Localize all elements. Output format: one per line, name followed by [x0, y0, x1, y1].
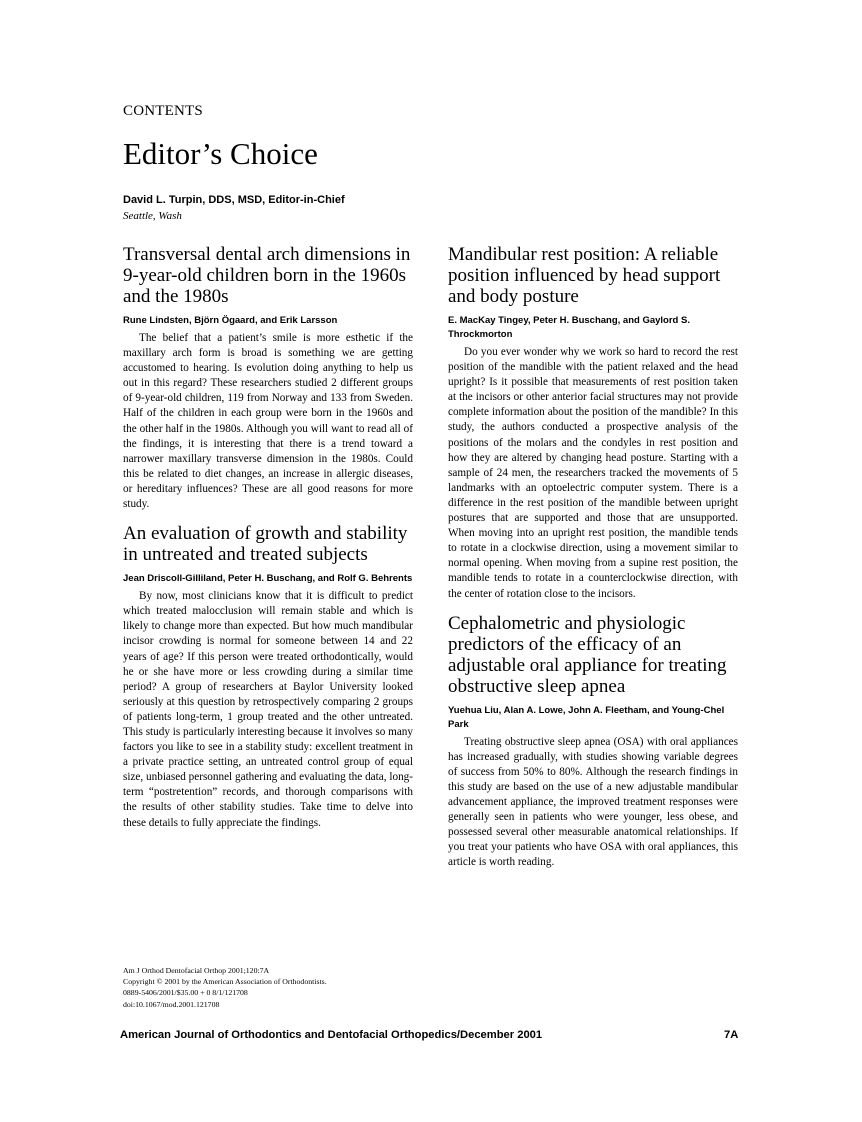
article: [123, 244, 413, 512]
footer-journal: American Journal of Orthodontics and Dentofacial Orthopedics/December 2001: [120, 1029, 543, 1041]
article-title: Mandibular rest position: A reliable position influenced by head support and body posture: [448, 244, 721, 307]
article-body: The belief that a patient’s smile is more esthetic if the maxillary arch form is broad is something we are getting accustomed to hearing. Is evolution doing anything to help us out in this regard? These researchers studied 2 different groups of 9-year-old children, 119 from Norway and 133 from Sweden. Half of the children in each group were born in the 1960s and the other half in the 1980s. Although you will want to read all of the findings, it is interesting that there is a trend toward a narrower maxillary transverse dimension in the 1980s. Could this be related to diet changes, an increase in allergic diseases, or hereditary influences? These are all good reasons for more study.: [123, 332, 413, 511]
article: [123, 523, 413, 831]
article-body: By now, most clinicians know that it is difficult to predict which treated malocclusion will remain stable and which is likely to change more than expected. But how much mandibular incisor crowding is normal for someone between 14 and 22 years of age? If this person were treated orthodontically, would he or she have more or less crowding during a similar time period? A group of researchers at Baylor University looked seriously at this question by retrospectively comparing 2 groups of patients long-term, 1 group treated and the other untreated. This study is particularly interesting because it involves so many factors you like to see in a stability study: excellent treatment in a private practice setting, an untreated control group of equal size, unbiased personnel gathering and evaluating the data, long-term “postretention” records, and thorough comparisons with the results of other stability studies. Take time to delve into these details to fully appreciate the findings.: [123, 590, 413, 829]
article-authors: Rune Lindsten, Björn Ögaard, and Erik Larsson: [123, 315, 338, 326]
citation-footnote: [123, 965, 327, 1010]
article-title: Cephalometric and physiologic predictors of the efficacy of an adjustable oral appliance for treating obstructive sleep apnea: [448, 612, 727, 697]
article-authors: E. MacKay Tingey, Peter H. Buschang, and Gaylord S. Throckmorton: [448, 315, 690, 340]
left-column: [123, 244, 413, 831]
article-body: Treating obstructive sleep apnea (OSA) with oral appliances has increased gradually, with studies showing variable degrees of success from 50% to 80%. Although the research findings in this study are based on the use of a new adjustable mandibular advancement appliance, the improved treatment responses were generally seen in patients who were younger, less obese, and possessed several other measurable anatomical relationships. If you treat your patients who have OSA with oral appliances, this article is worth reading.: [448, 735, 738, 869]
editor-location: Seattle, Wash: [123, 210, 182, 222]
issn-line: 0889-5406/2001/$35.00 + 0 8/1/121708: [123, 988, 248, 998]
citation-line: Am J Orthod Dentofacial Orthop 2001;120:7A: [123, 966, 270, 975]
article-authors: Jean Driscoll-Gilliland, Peter H. Buschang, and Rolf G. Behrents: [123, 573, 413, 585]
section-label: CONTENTS: [123, 103, 203, 119]
copyright-line: Copyright © 2001 by the American Association of Orthodontists.: [123, 977, 327, 987]
article-authors: Yuehua Liu, Alan A. Lowe, John A. Fleetham, and Young-Chel Park: [448, 704, 725, 730]
doi-line: doi:10.1067/mod.2001.121708: [123, 999, 220, 1009]
article: [448, 613, 738, 871]
page-number: 7A: [724, 1029, 739, 1041]
right-column: [448, 244, 738, 870]
article-body: Do you ever wonder why we work so hard to record the rest position of the mandible with the patient relaxed and the head upright? Is it possible that measurements of rest position taken at the incisors or other anterior facial structures may not provide complete information about the position of the mandible? In this study, the authors conducted a prospective analysis of the positions of the molars and the condyles in rest position and how they are altered by changing head posture. Starting with a sample of 24 men, the researchers tracked the movements of 5 landmarks with an optoelectric computer system. There is a difference in the rest position of the mandible between upright postures that are supported and those that are unsupported. When moving into an upright rest position, the mandible tends to rotate in a clockwise direction, using a movement similar to normal opening. When moving from a supine rest position, the mandible tends to rotate in a counterclockwise direction, with the center of rotation close to the incisors.: [448, 346, 738, 600]
article-title: Transversal dental arch dimensions in 9-year-old children born in the 1960s and the 1980s: [123, 244, 411, 307]
page-title: Editor’s Choice: [123, 136, 318, 171]
article-title: An evaluation of growth and stability in untreated and treated subjects: [123, 523, 408, 566]
article: [448, 244, 738, 602]
editor-byline: David L. Turpin, DDS, MSD, Editor-in-Chief: [123, 194, 345, 206]
